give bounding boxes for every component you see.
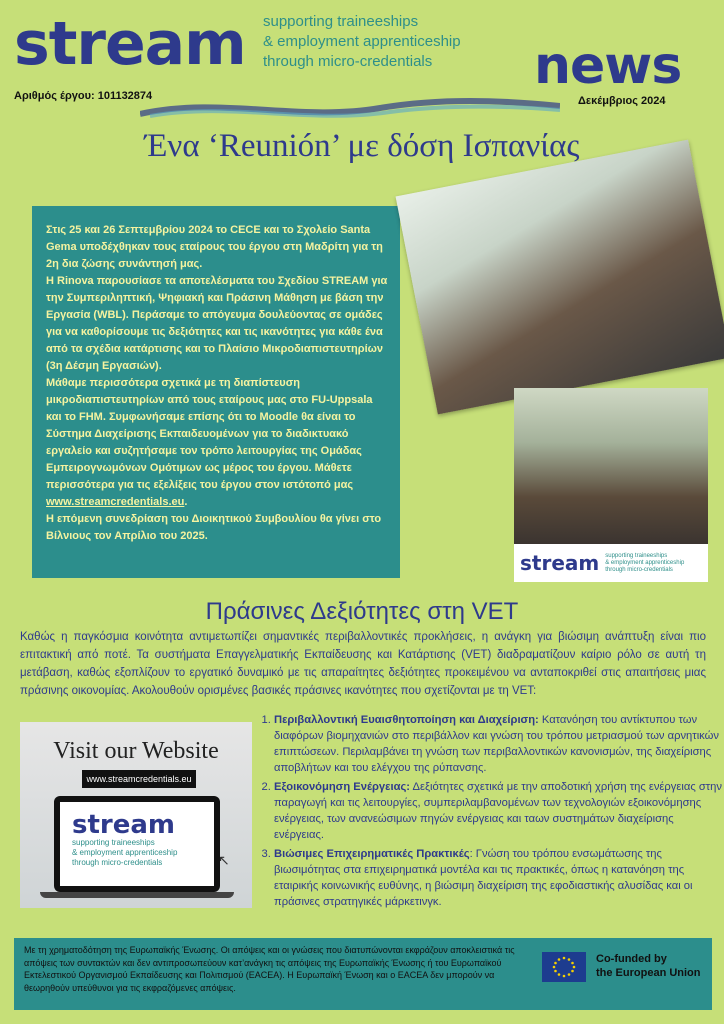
website-ad-title: Visit our Website (53, 738, 219, 764)
list-item-heading: Εξοικονόμηση Ενέργειας: (274, 781, 410, 793)
laptop-tagline: supporting traineeships & employment apprenticeship through micro-credentials (72, 838, 178, 867)
article1-body (32, 206, 400, 578)
footer (14, 938, 712, 1010)
list-item-heading: Βιώσιμες Επιχειρηματικές Πρακτικές (274, 848, 470, 860)
meeting-photo-2 (514, 388, 708, 544)
cursor-icon: ↖ (218, 852, 230, 868)
link-suffix: . (184, 496, 188, 508)
website-ad-url: www.streamcredentials.eu (82, 770, 196, 788)
project-number: Αριθμός έργου: 101132874 (14, 90, 153, 102)
article1-paragraph: Η Rinova παρουσίασε τα αποτελέσματα του Σχεδίου STREAM για την Συμπεριληπτική, Ψηφιακή και Πράσινη Μάθηση με βάση την Εργασία (WBL). Περάσαμε το απόγευμα δουλεύοντας σε ομάδες για να καθορίσουμε τις δεξιότητες και τις ικανότητες για κάθε ένα από τα σχέδια κατάρτισης και το Πλαίσιο Μικροδιαπιστευτηρίων (3η Δέσμη Εργασιών). (46, 275, 388, 372)
laptop-logo: stream (72, 810, 175, 840)
meeting-photo-1 (396, 140, 724, 415)
laptop-base (40, 892, 234, 898)
article2-title: Πράσινες Δεξιότητες στη VET (205, 598, 519, 625)
eu-flag-icon (542, 952, 586, 982)
website-ad (20, 722, 252, 908)
green-skills-list (258, 712, 724, 913)
list-item-text: : Γνώση του τρόπου ενσωμάτωσης της βιωσιμότητας στα επιχειρηματικά μοντέλα και τις πρακτικές, όπως η κατανόηση της εταιρικής κοινωνικής ευθύνης, η βιώσιμη διαχείριση της εφοδιαστικής αλυσίδας και οι πράσινες στρατηγικές μάρκετινγκ. (274, 848, 693, 908)
list-item-heading: Περιβαλλοντική Ευαισθητοποίηση και Διαχείριση: (274, 714, 539, 726)
logo-tagline: supporting traineeships & employment apprenticeship through micro-credentials (263, 13, 461, 70)
issue-date: Δεκέμβριος 2024 (578, 95, 666, 107)
list-item (274, 779, 724, 843)
photo-logo (514, 544, 708, 582)
article1-title: Ένα ‘Reunión’ με δόση Ισπανίας (144, 128, 580, 164)
laptop-icon (54, 796, 220, 892)
list-item-text: Δεξιότητες σχετικά με την αποδοτική χρήση της ενέργειας στην παραγωγή και τις λειτουργίες, συμπεριλαμβανομένων των τεχνολογιών εξοικονόμησης ενέργειας, των ανανεώσιμων πηγών ενέργειας και ταων συστημάτων διαχείρισης ενέργειας. (274, 781, 722, 841)
eu-cofunded-label: Co-funded by the European Union (596, 953, 701, 979)
website-link[interactable]: www.streamcredentials.eu (46, 496, 185, 508)
news-heading: news (534, 36, 682, 96)
photo-logo-tagline: supporting traineeships & employment apprenticeship through micro-credentials (605, 552, 685, 573)
wave-swoosh (140, 86, 560, 126)
article2-intro: Καθώς η παγκόσμια κοινότητα αντιμετωπίζει σημαντικές περιβαλλοντικές προκλήσεις, η ανάγκη για βιώσιμη ανάπτυξη είναι πιο επιτακτική από ποτέ. Τα συστήματα Επαγγελματικής Εκπαίδευσης και Κατάρτισης (VET) διαδραματίζουν καίριο ρόλο σε αυτή τη μετάβαση, καθώς εξοπλίζουν το εργατικό δυναμικό με τις απαραίτητες δεξιότητες προκειμένου να ανταποκριθεί στις απαιτήσεις μιας πράσινης οικονομίας. Ακολουθούν ορισμένες βασικές πράσινες ικανότητες που σχετίζονται με τη VET: (20, 631, 706, 697)
stream-logo: stream (14, 9, 246, 79)
photo-logo-word: stream (520, 551, 600, 575)
list-item (274, 846, 724, 910)
funding-disclaimer: Με τη χρηματοδότηση της Ευρωπαϊκής Ένωσης. Οι απόψεις και οι γνώσεις που διατυπώνονται εκφράζουν αποκλειστικά τις απόψεις των συντακτών και δεν αντιπροσωπεύουν κατ’ανάγκη τις απόψεις της Ευρωπαϊκής Ένωσης ή του Ευρωπαϊκού Εκτελεστικού Οργανισμού Εκπαίδευσης και Πολιτισμού (EACEA). Η Ευρωπαϊκή Ένωση και ο EACEA δεν μπορούν να θεωρηθούν υπεύθυνοι για τις εκφραζόμενες απόψεις. (24, 945, 515, 993)
article1-paragraph: Στις 25 και 26 Σεπτεμβρίου 2024 το CECE και το Σχολείο Santa Gema υποδέχθηκαν τους εταίρους του έργου στη Μαδρίτη για τη 2η δια ζώσης συνάντησή μας. (46, 224, 383, 270)
list-item-text: Κατανόηση του αντίκτυπου των διαφόρων βιομηχανιών στο περιβάλλον και γνώση του τρόπου μετριασμού των αρνητικών επιπτώσεων. Περιλαμβάνει τη γνώση των περιβαλλοντικών κανονισμών, της διαχείρισης αποβλήτων και του ελέγχου της ρύπανσης. (274, 714, 719, 774)
article1-paragraph: Μάθαμε περισσότερα σχετικά με τη διαπίστευση μικροδιαπιστευτηρίων από τους εταίρους μας στο FU-Uppsala και το FHM. Συμφωνήσαμε επίσης ότι το Moodle θα είναι το Σύστημα Διαχείρισης Εκπαιδευομένων για το διαδικτυακό εργαλείο και συζητήσαμε τον τρόπο λειτουργίας της Ομάδας Εμπειρογνωμόνων Ομότιμων ως μέρος του έργου. Μάθετε περισσότερα για τις εξελίξεις του έργου στον ιστότοπό μας (46, 377, 373, 491)
article1-closing: Η επόμενη συνεδρίαση του Διοικητικού Συμβουλίου θα γίνει στο Βίλνιους τον Απρίλιο του 2025. (46, 513, 382, 542)
list-item (274, 712, 724, 776)
